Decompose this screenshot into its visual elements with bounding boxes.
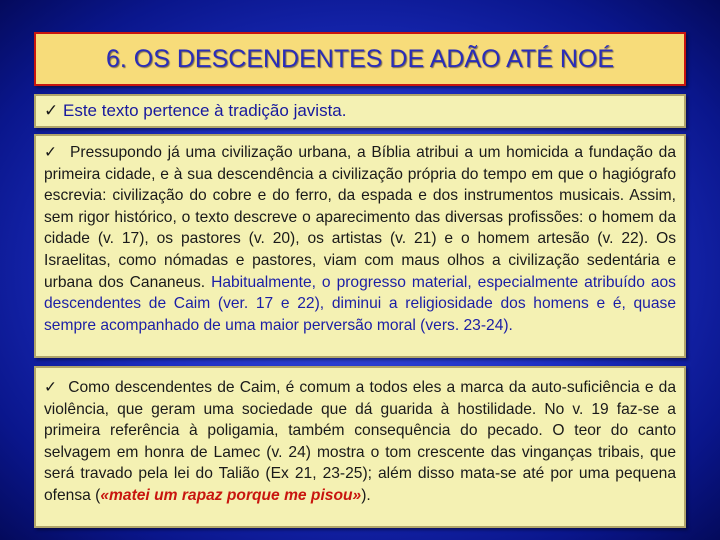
slide-title-box	[34, 32, 686, 86]
point-3-end: ).	[361, 486, 371, 504]
point-2-text: Pressupondo já uma civilização urbana, a Bíblia atribui a um homicida a fundação da primeira cidade, e à sua descendência a civilização própria do tempo em que o hagiógrafo escrevia: civilização do cobre e do ferro, da espada e dos instrumentos musicais. Assim, sem rigor histórico, o texto descreve o aparecimento das diversas profissões: o homem da cidade (v. 17), os pastores (v. 20), os artistas (v. 21) e o homem artesão (v. 22). Os Israelitas, como nómadas e pastores, viam com maus olhos a civilização sedentária e urbana dos Cananeus.	[44, 144, 676, 291]
point-box-3	[34, 366, 686, 528]
point-3-quote: «matei um rapaz porque me pisou»	[100, 486, 362, 504]
point-3-text: Como descendentes de Caim, é comum a todos eles a marca da auto-suficiência e da violência, que geram uma sociedade que dá guarida à hostilidade. No v. 19 faz-se a primeira referência à poligamia, também consequência do pecado. O teor do canto selvagem em honra de Lamec (v. 24) mostra o tom crescente das vinganças tribais, que será travado pela lei do Talião (Ex 21, 23-25); além disso mata-se até por uma pequena ofensa (	[44, 379, 676, 504]
point-2-paragraph	[44, 142, 676, 336]
checkmark-icon: ✓	[44, 379, 58, 396]
point-2-highlight: Habitualmente, o progresso material, especialmente atribuído aos descendentes de Caim (ver. 17 e 22), diminui a religiosidade dos homens e é, quase sempre acompanhado de uma maior perversão moral (vers. 23-24).	[44, 273, 676, 334]
point-box-2	[34, 134, 686, 358]
point-3-paragraph	[44, 377, 676, 507]
checkmark-icon: ✓	[44, 101, 59, 120]
slide-title: 6. OS DESCENDENTES DE ADÃO ATÉ NOÉ	[106, 44, 614, 73]
point-1-text	[44, 101, 346, 121]
point-1-content: Este texto pertence à tradição javista.	[62, 101, 347, 120]
checkmark-icon: ✓	[44, 144, 59, 161]
point-box-1	[34, 94, 686, 128]
